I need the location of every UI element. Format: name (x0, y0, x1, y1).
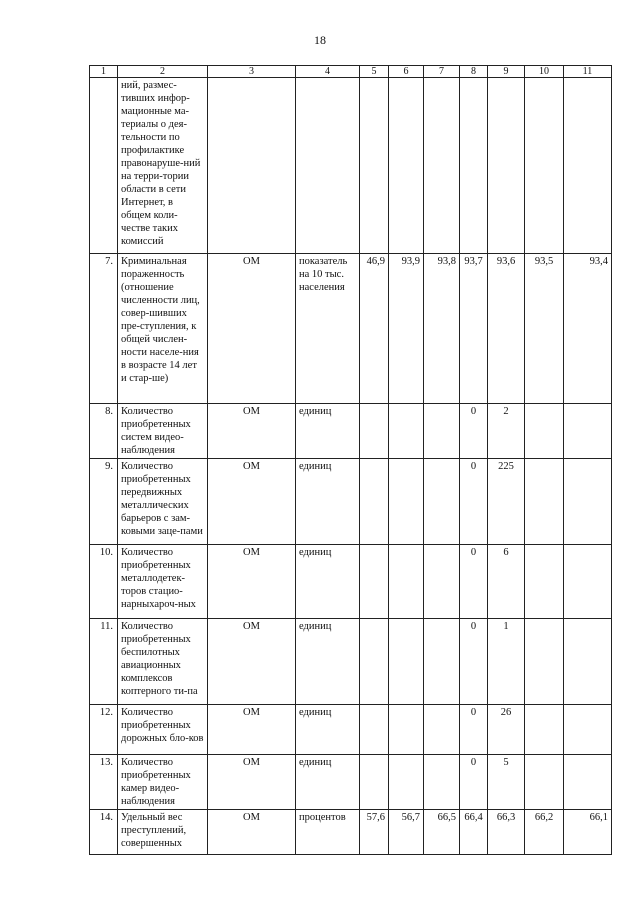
value-cell (525, 459, 564, 545)
value-cell: 93,7 (460, 254, 488, 404)
indicator-name: Количество приобретенных передвижных металлических барьеров с зам-ковыми заце-пами (118, 459, 208, 545)
unit-cell: единиц (296, 404, 360, 459)
source-cell (208, 78, 296, 254)
column-header: 2 (118, 66, 208, 78)
value-cell (424, 755, 460, 810)
value-cell (389, 459, 424, 545)
indicator-name: Криминальная пораженность (отношение численности лиц, совер-шивших пре-ступления, к общей числен-ности населе-ния в возрасте 14 лет и стар-ше) (118, 254, 208, 404)
value-cell: 1 (488, 619, 525, 705)
source-cell: ОМ (208, 459, 296, 545)
unit-cell: единиц (296, 545, 360, 619)
value-cell (360, 459, 389, 545)
value-cell: 0 (460, 705, 488, 755)
indicator-name: Количество приобретенных камер видео-наблюдения (118, 755, 208, 810)
value-cell (360, 619, 389, 705)
value-cell (389, 619, 424, 705)
value-cell: 93,5 (525, 254, 564, 404)
row-number: 10. (90, 545, 118, 619)
indicator-name: Количество приобретенных металлодетек-торов стацио-нарныхароч-ных (118, 545, 208, 619)
value-cell (525, 545, 564, 619)
source-cell: ОМ (208, 545, 296, 619)
value-cell: 2 (488, 404, 525, 459)
value-cell (424, 459, 460, 545)
value-cell (564, 404, 612, 459)
value-cell (564, 755, 612, 810)
value-cell (389, 545, 424, 619)
table-row (90, 254, 612, 404)
indicators-table (89, 65, 612, 855)
value-cell: 66,2 (525, 810, 564, 855)
column-header: 7 (424, 66, 460, 78)
value-cell (488, 78, 525, 254)
value-cell: 93,6 (488, 254, 525, 404)
value-cell: 93,9 (389, 254, 424, 404)
value-cell: 0 (460, 459, 488, 545)
unit-cell: единиц (296, 619, 360, 705)
column-header: 10 (525, 66, 564, 78)
value-cell: 56,7 (389, 810, 424, 855)
value-cell (360, 705, 389, 755)
value-cell: 0 (460, 619, 488, 705)
value-cell (460, 78, 488, 254)
value-cell (525, 78, 564, 254)
value-cell (564, 619, 612, 705)
column-header: 1 (90, 66, 118, 78)
row-number: 7. (90, 254, 118, 404)
column-header: 6 (389, 66, 424, 78)
table-row (90, 755, 612, 810)
unit-cell: показатель на 10 тыс. населения (296, 254, 360, 404)
table-row (90, 545, 612, 619)
table-row (90, 619, 612, 705)
indicator-name: Удельный вес преступлений, совершенных (118, 810, 208, 855)
column-header: 3 (208, 66, 296, 78)
source-cell: ОМ (208, 755, 296, 810)
value-cell (424, 404, 460, 459)
unit-cell: единиц (296, 755, 360, 810)
source-cell: ОМ (208, 705, 296, 755)
value-cell: 0 (460, 755, 488, 810)
value-cell (424, 705, 460, 755)
indicator-name: Количество приобретенных дорожных бло-ков (118, 705, 208, 755)
row-number: 12. (90, 705, 118, 755)
table-row (90, 78, 612, 254)
unit-cell (296, 78, 360, 254)
column-header: 11 (564, 66, 612, 78)
value-cell: 225 (488, 459, 525, 545)
value-cell (360, 404, 389, 459)
source-cell: ОМ (208, 254, 296, 404)
value-cell (564, 705, 612, 755)
value-cell (424, 545, 460, 619)
value-cell (525, 619, 564, 705)
value-cell (389, 755, 424, 810)
page-number: 18 (314, 33, 326, 47)
value-cell: 57,6 (360, 810, 389, 855)
source-cell: ОМ (208, 810, 296, 855)
unit-cell: единиц (296, 705, 360, 755)
value-cell (389, 705, 424, 755)
indicator-name: ний, размес-тивших инфор-мационные ма-териалы о дея-тельности по профилактике правонаруше-ний на терри-тории области в сети Интернет, в общем коли-честве таких комиссий (118, 78, 208, 254)
row-number: 9. (90, 459, 118, 545)
column-header: 4 (296, 66, 360, 78)
value-cell (564, 545, 612, 619)
row-number (90, 78, 118, 254)
column-header: 5 (360, 66, 389, 78)
row-number: 11. (90, 619, 118, 705)
table-row (90, 705, 612, 755)
source-cell: ОМ (208, 619, 296, 705)
column-header: 8 (460, 66, 488, 78)
value-cell (424, 78, 460, 254)
row-number: 14. (90, 810, 118, 855)
value-cell: 93,4 (564, 254, 612, 404)
column-header: 9 (488, 66, 525, 78)
value-cell (525, 755, 564, 810)
indicator-name: Количество приобретенных систем видео-наблюдения (118, 404, 208, 459)
value-cell: 93,8 (424, 254, 460, 404)
value-cell: 66,5 (424, 810, 460, 855)
unit-cell: процентов (296, 810, 360, 855)
value-cell: 6 (488, 545, 525, 619)
table-row (90, 459, 612, 545)
value-cell (360, 78, 389, 254)
row-number: 8. (90, 404, 118, 459)
indicator-name: Количество приобретенных беспилотных авиационных комплексов коптерного ти-па (118, 619, 208, 705)
value-cell (525, 705, 564, 755)
value-cell (564, 459, 612, 545)
value-cell (389, 78, 424, 254)
value-cell (424, 619, 460, 705)
header-row (90, 66, 612, 78)
value-cell: 5 (488, 755, 525, 810)
value-cell: 0 (460, 545, 488, 619)
value-cell: 26 (488, 705, 525, 755)
value-cell (360, 545, 389, 619)
row-number: 13. (90, 755, 118, 810)
value-cell: 0 (460, 404, 488, 459)
value-cell: 66,3 (488, 810, 525, 855)
source-cell: ОМ (208, 404, 296, 459)
value-cell (564, 78, 612, 254)
value-cell: 46,9 (360, 254, 389, 404)
table-row (90, 404, 612, 459)
unit-cell: единиц (296, 459, 360, 545)
value-cell: 66,4 (460, 810, 488, 855)
table-row (90, 810, 612, 855)
value-cell (389, 404, 424, 459)
value-cell: 66,1 (564, 810, 612, 855)
value-cell (525, 404, 564, 459)
value-cell (360, 755, 389, 810)
